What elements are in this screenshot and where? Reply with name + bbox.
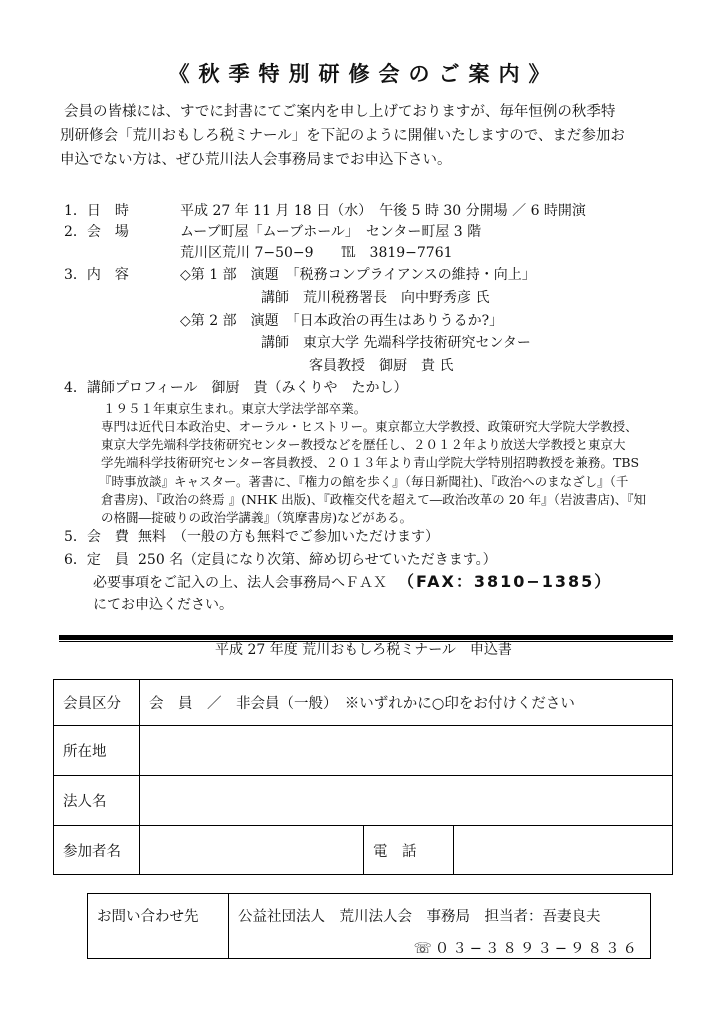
profile-line: 『時事放談』キャスター。著書に、『権力の館を歩く』（毎日新聞社)、『政治へのまなざし』（千 [99, 474, 629, 489]
profile-line: １９５１年東京生まれ。東京大学法学部卒業。 [103, 401, 367, 416]
content-label: 3．内 容 [64, 267, 129, 283]
profile-label: 4．講師プロフィール 御厨 貴（みくりや たかし） [64, 380, 408, 396]
capacity-label: 6．定 員 [64, 552, 129, 568]
contact-org: 公益社団法人 荒川法人会 事務局 担当者：吾妻良夫 [238, 909, 601, 925]
part1-speaker: 講師 荒川税務署長 向中野秀彦 氏 [261, 290, 490, 306]
intro-line-1: 会員の皆様には、すでに封書にてご案内を申し上げておりますが、毎年恒例の秋季特 [64, 104, 616, 120]
application-form [53, 679, 673, 875]
fee-value: 無料 （一般の方も無料でご参加いただけます） [138, 529, 439, 545]
phone-label: 電 話 [364, 826, 454, 875]
venue-address: 荒川区荒川 7−50−9 ℡ 3819−7761 [180, 245, 453, 261]
form-row-participant [54, 826, 673, 875]
capacity-value: 250 名（定員になり次第、締め切らせていただきます。） [138, 552, 497, 568]
part2-speaker-title: 客員教授 御厨 貴 氏 [309, 358, 454, 374]
venue-value: ムーブ町屋「ムーブホール」 センター町屋 3 階 [180, 224, 482, 240]
profile-line: 専門は近代日本政治史、オーラル・ヒストリー。東京都立大学教授、政策研究大学院大学教授、 [101, 419, 638, 434]
intro-line-3: 申込でない方は、ぜひ荒川法人会事務局までお申込下さい。 [60, 152, 452, 168]
profile-line: 倉書房)、『政治の終焉 』(NHK 出版)、『政権交代を超えて―政治改革の 20 年』（岩波書店)、『知 [101, 492, 646, 507]
address-label: 所在地 [54, 726, 140, 776]
participant-label: 参加者名 [54, 826, 140, 875]
phone-field[interactable] [454, 826, 673, 875]
address-field[interactable] [140, 726, 673, 776]
form-row-member-type [54, 680, 673, 726]
fax-note-2: にてお申込ください。 [93, 597, 233, 613]
form-row-address [54, 726, 673, 776]
date-value: 平成 27 年 11 月 18 日（水） 午後 5 時 30 分開場 ／ 6 時開演 [180, 203, 586, 219]
fee-label: 5．会 費 [64, 529, 129, 545]
form-title: 平成 27 年度 荒川おもしろ税ミナール 申込書 [215, 642, 512, 658]
part1-title: ◇第 1 部 演題 「税務コンプライアンスの維持・向上」 [180, 267, 536, 283]
contact-details [229, 894, 651, 959]
contact-label: お問い合わせ先 [88, 894, 229, 959]
fax-number: （FAX：3810−1385） [398, 572, 613, 591]
company-label: 法人名 [54, 776, 140, 826]
profile-line: の格闘―掟破りの政治学講義』（筑摩書房)などがある。 [101, 510, 413, 525]
member-type-field[interactable]: 会 員 ／ 非会員（一般） ※いずれかに○印をお付けください [140, 680, 673, 726]
profile-line: 学先端科学技術研究センター客員教授、２０１３年より青山学院大学特別招聘教授を兼務。TBS [101, 455, 640, 470]
date-label: 1．日 時 [64, 203, 129, 219]
part2-title: ◇第 2 部 演題 「日本政治の再生はありうるか?」 [180, 313, 504, 329]
company-field[interactable] [140, 776, 673, 826]
contact-phone: ☏０３−３８９３−９８３６ [413, 941, 640, 957]
part2-speaker: 講師 東京大学 先端科学技術研究センター [261, 335, 531, 351]
fax-note: 必要事項をご記入の上、法人会事務局へＦＡＸ [93, 575, 387, 591]
member-type-label: 会員区分 [54, 680, 140, 726]
contact-row [88, 894, 651, 959]
intro-line-2: 別研修会「荒川おもしろ税ミナール」を下記のように開催いたしますので、まだ参加お [60, 128, 625, 144]
contact-box [87, 893, 651, 959]
form-row-company [54, 776, 673, 826]
divider-thick [59, 635, 673, 640]
participant-field[interactable] [140, 826, 364, 875]
page-title: 《秋季特別研修会のご案内》 [168, 62, 559, 86]
venue-label: 2．会 場 [64, 224, 129, 240]
profile-line: 東京大学先端科学技術研究センター教授などを歴任し、２０１２年より放送大学教授と東京大 [101, 437, 626, 452]
